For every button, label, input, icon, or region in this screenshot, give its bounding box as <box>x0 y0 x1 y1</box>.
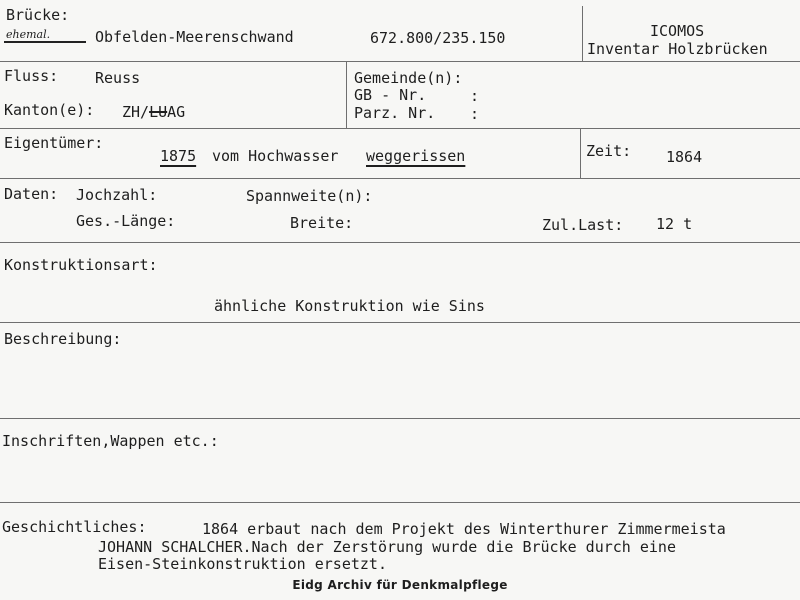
fluss-label: Fluss: <box>4 67 59 85</box>
row-divider-3 <box>0 178 800 179</box>
row-divider-2 <box>0 128 800 129</box>
bruecke-label: Brücke: <box>6 6 70 24</box>
spannweite-label: Spannweite(n): <box>246 187 373 205</box>
geschichte-label: Geschichtliches: <box>2 518 147 536</box>
last-value: 12 t <box>656 215 693 233</box>
gb-colon: : <box>470 87 480 105</box>
kanton-value-a: ZH/ <box>122 103 150 121</box>
owner-text-end: weggerissen <box>366 147 466 165</box>
row-divider-1 <box>0 61 800 62</box>
org-inventory: Inventar Holzbrücken <box>587 40 768 58</box>
breite-label: Breite: <box>290 214 354 232</box>
handwritten-note: ehemal. <box>6 28 51 41</box>
kanton-value-b: AG <box>167 103 186 121</box>
kanton-value-struck: LU <box>149 103 168 121</box>
archive-credit: Eidg Archiv für Denkmalpflege <box>292 578 508 592</box>
fluss-value: Reuss <box>95 69 141 87</box>
bridge-name: Obfelden-Meerenschwand <box>95 28 294 46</box>
owner-text: vom Hochwasser <box>212 147 339 165</box>
geschichte-line-1: 1864 erbaut nach dem Projekt des Winterthurer Zimmermeista <box>202 520 726 538</box>
row-divider-6 <box>0 418 800 419</box>
zeit-label: Zeit: <box>586 142 632 160</box>
laenge-label: Ges.-Länge: <box>76 212 176 230</box>
geschichte-line-2: JOHANN SCHALCHER.Nach der Zerstörung wurde die Brücke durch eine <box>98 538 676 556</box>
jochzahl-label: Jochzahl: <box>76 186 158 204</box>
daten-label: Daten: <box>4 185 59 203</box>
konstruktion-label: Konstruktionsart: <box>4 256 158 274</box>
org-name: ICOMOS <box>650 22 705 40</box>
owner-year: 1875 <box>160 147 197 165</box>
gemeinde-label: Gemeinde(n): <box>354 69 463 87</box>
last-label: Zul.Last: <box>542 216 624 234</box>
row-divider-5 <box>0 322 800 323</box>
col-divider-location <box>346 62 347 128</box>
coordinates: 672.800/235.150 <box>370 29 506 47</box>
col-divider-owner <box>580 129 581 178</box>
row-divider-7 <box>0 502 800 503</box>
kanton-value <box>122 103 185 121</box>
parz-colon: : <box>470 105 480 123</box>
inschriften-label: Inschriften,Wappen etc.: <box>2 432 219 450</box>
kanton-label: Kanton(e): <box>4 101 95 119</box>
col-divider-header <box>582 6 583 61</box>
konstruktion-value: ähnliche Konstruktion wie Sins <box>214 297 485 315</box>
geschichte-line-3: Eisen-Steinkonstruktion ersetzt. <box>98 555 387 573</box>
eigentuemer-label: Eigentümer: <box>4 134 104 152</box>
parz-label: Parz. Nr. <box>354 104 436 122</box>
row-divider-4 <box>0 242 800 243</box>
gb-label: GB - Nr. <box>354 86 427 104</box>
beschreibung-label: Beschreibung: <box>4 330 122 348</box>
zeit-value: 1864 <box>666 148 703 166</box>
